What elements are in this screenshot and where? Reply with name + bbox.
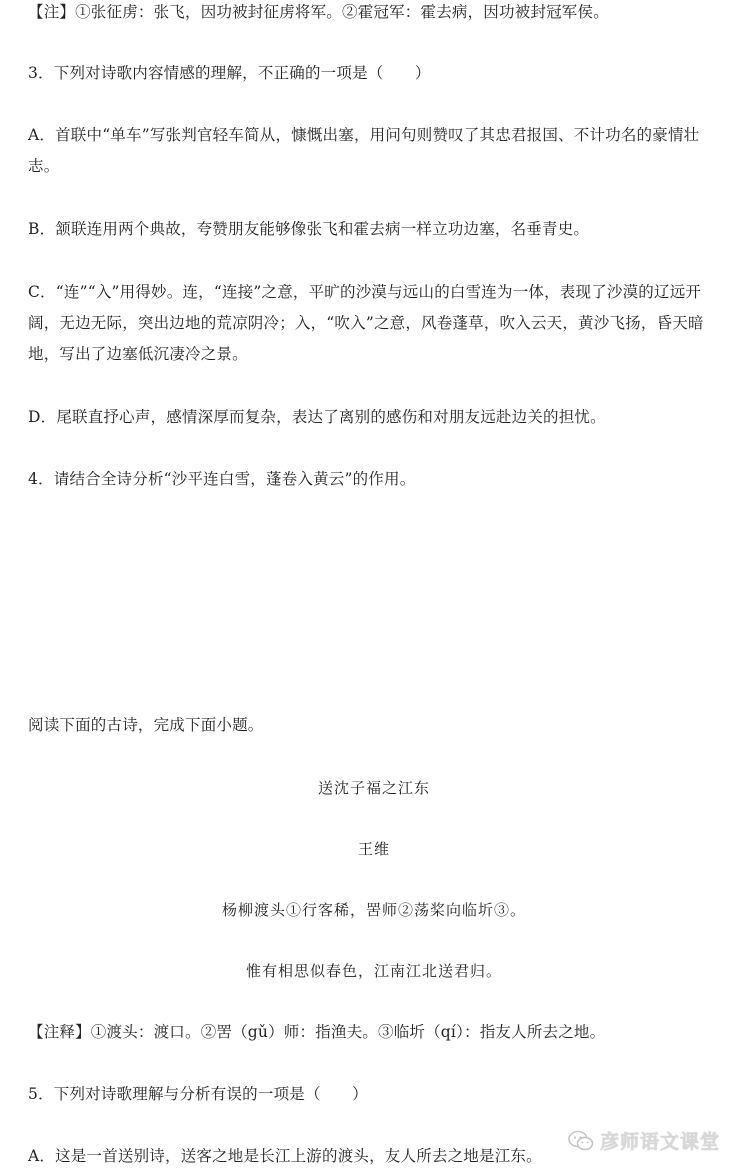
poem-line-1: 杨柳渡头①行客稀，罟师②荡桨向临圻③。 xyxy=(221,901,526,919)
question-5-stem: 5．下列对诗歌理解与分析有误的一项是（ ） xyxy=(28,1085,368,1103)
question-4-stem: 4．请结合全诗分析“沙平连白雪，蓬卷入黄云”的作用。 xyxy=(28,470,416,488)
question-5-option-a: A．这是一首送别诗，送客之地是长江上游的渡头，友人所去之地是江东。 xyxy=(28,1147,542,1165)
poem-author: 王维 xyxy=(357,840,390,858)
watermark xyxy=(568,1127,720,1154)
poem-title: 送沈子福之江东 xyxy=(317,779,430,797)
question-3-stem: 3．下列对诗歌内容情感的理解，不正确的一项是（ ） xyxy=(28,64,431,82)
reading-instruction: 阅读下面的古诗，完成下面小题。 xyxy=(28,716,264,734)
poem-line-2: 惟有相思似春色，江南江北送君归。 xyxy=(245,962,502,980)
question-3-option-c: C．“连”“入”用得妙。连，“连接”之意，平旷的沙漠与远山的白雪连为一体，表现了沙漠的辽远开阔，无边无际，突出边地的荒凉阴冷；入，“吹入”之意，风卷蓬草，吹入云天，黄沙飞扬，昏天暗地，写出了边塞低沉凄冷之景。 xyxy=(28,283,704,363)
note-line: 【注】①张征虏：张飞，因功被封征虏将军。②霍冠军：霍去病，因功被封冠军侯。 xyxy=(28,3,609,21)
question-3-option-b: B．颔联连用两个典故，夸赞朋友能够像张飞和霍去病一样立功边塞，名垂青史。 xyxy=(28,220,590,238)
poem-notes: 【注释】①渡头：渡口。②罟（gǔ）师：指渔夫。③临圻（qí）：指友人所去之地。 xyxy=(28,1023,606,1041)
wechat-icon xyxy=(568,1130,594,1152)
question-3-option-d: D．尾联直抒心声，感情深厚而复杂，表达了离别的感伤和对朋友远赴边关的担忧。 xyxy=(28,408,606,426)
watermark-text: 彦师语文课堂 xyxy=(599,1131,720,1153)
question-3-option-a: A．首联中“单车”写张判官轻车简从，慷慨出塞，用问句则赞叹了其忠君报国、不计功名的豪情壮志。 xyxy=(28,126,700,175)
